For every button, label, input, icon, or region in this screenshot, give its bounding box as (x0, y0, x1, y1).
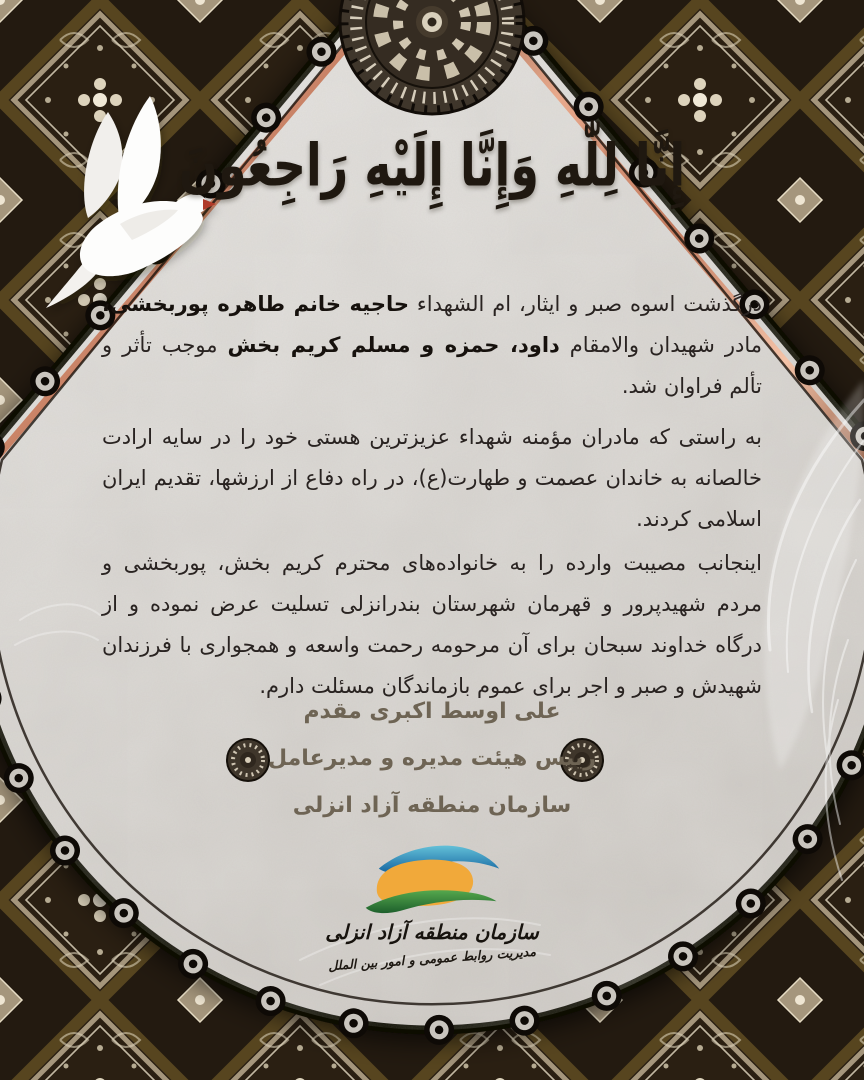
logo-organization-name: سازمان منطقه آزاد انزلی (325, 920, 539, 944)
paragraph1-intro: درگذشت اسوه صبر و ایثار، ام الشهداء (409, 292, 762, 316)
logo-department-name: مدیریت روابط عمومی و امور بین الملل (327, 943, 537, 974)
condolence-paragraph-3: اینجانب مصیبت وارده را به خانواده‌های محترم کریم بخش، پوربخشی و مردم شهیدپرور و قهرمان شهرستان بندرانزلی تسلیت عرض نموده و از درگاه خداوند سبحان برای آن مرحومه رحمت واسعه و همجواری با فرزندان شهیدش و صبر و اجر برای عموم بازماندگان مسئلت دارم. (102, 551, 762, 698)
martyr-sons-names: داود، حمزه و مسلم کریم بخش (227, 332, 560, 357)
condolence-paragraph-2: به راستی که مادران مؤمنه شهداء عزیزترین هستی خود را در سایه ارادت خالصانه به خاندان عصمت و طهارت(ع)، در راه دفاع از ارزشها، تقدیم ایران اسلامی کردند. (102, 425, 762, 531)
signature-role: رییس هیئت مدیره و مدیرعامل (268, 746, 596, 771)
paragraph1-end: موجب تأثر و تألم فراوان شد. (102, 332, 762, 398)
anzali-free-zone-logo-icon (362, 838, 502, 916)
paragraph1-middle: مادر شهیدان والامقام (559, 332, 763, 357)
condolence-paragraph-1 (102, 284, 762, 407)
signature-name: علی اوسط اکبری مقدم (303, 699, 561, 724)
deceased-name: حاجیه خانم طاهره پوربخشی، (102, 292, 409, 316)
signature-organization: سازمان منطقه آزاد انزلی (292, 793, 572, 818)
logo-block (0, 838, 864, 974)
calligraphy-istirja: إِنَّا لِلّٰهِ وَإِنَّا إِلَيْهِ رَاجِعُونَ (178, 130, 686, 200)
